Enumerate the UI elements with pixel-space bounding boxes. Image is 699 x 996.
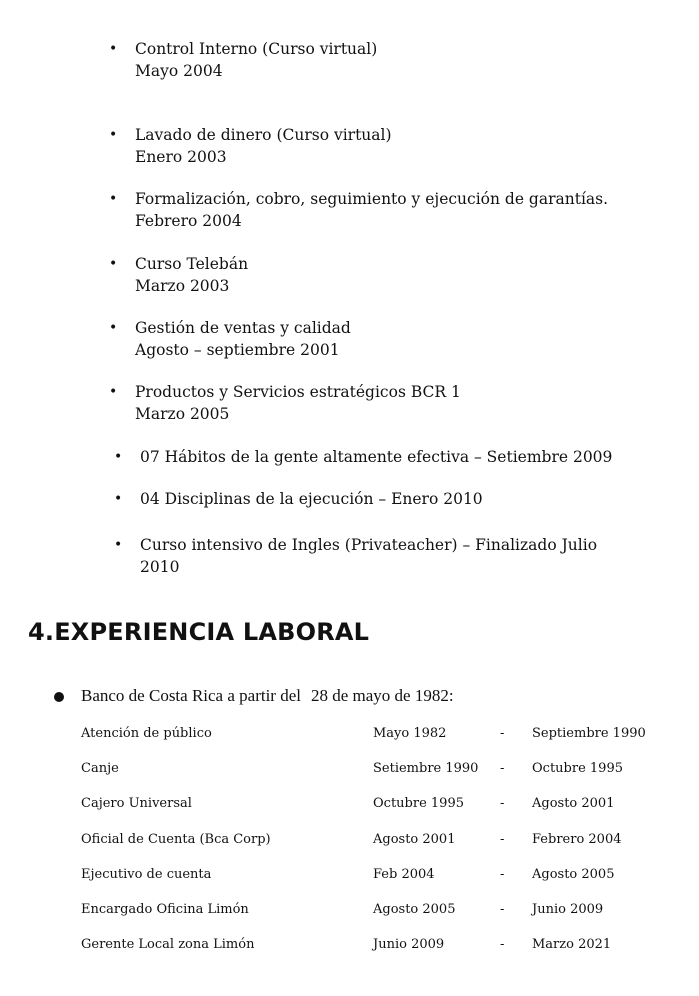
job-start: Feb 2004 xyxy=(373,867,435,882)
job-row xyxy=(0,899,699,921)
job-row xyxy=(0,829,699,851)
job-row xyxy=(0,864,699,886)
course-title: 04 Disciplinas de la ejecución – Enero 2010 xyxy=(140,490,483,508)
job-role: Canje xyxy=(81,761,119,776)
bullet-icon: • xyxy=(114,537,123,553)
job-end: Agosto 2005 xyxy=(532,867,615,882)
bullet-icon: • xyxy=(109,320,118,336)
job-role: Ejecutivo de cuenta xyxy=(81,867,212,882)
course-date: 2010 xyxy=(140,558,180,576)
course-title: Productos y Servicios estratégicos BCR 1 xyxy=(135,383,461,401)
bullet-icon: • xyxy=(114,449,123,465)
course-text xyxy=(135,253,248,297)
course-text xyxy=(135,381,461,425)
job-start: Mayo 1982 xyxy=(373,726,447,741)
job-dash: - xyxy=(500,902,505,917)
section-title: 4.EXPERIENCIA LABORAL xyxy=(28,618,370,646)
job-start: Octubre 1995 xyxy=(373,796,464,811)
job-dash: - xyxy=(500,726,505,741)
job-row xyxy=(0,723,699,745)
course-text xyxy=(135,188,608,232)
course-date: Febrero 2004 xyxy=(135,212,242,230)
bullet-icon: • xyxy=(109,256,118,272)
course-text xyxy=(135,124,392,168)
bullet-icon: • xyxy=(114,491,123,507)
job-dash: - xyxy=(500,867,505,882)
job-start: Agosto 2001 xyxy=(373,832,456,847)
course-text xyxy=(140,534,597,578)
job-role: Oficial de Cuenta (Bca Corp) xyxy=(81,832,271,847)
job-dash: - xyxy=(500,761,505,776)
job-end: Septiembre 1990 xyxy=(532,726,646,741)
job-role: Atención de público xyxy=(81,726,212,741)
course-date: Marzo 2005 xyxy=(135,405,230,423)
job-end: Marzo 2021 xyxy=(532,937,612,952)
course-text xyxy=(140,488,483,510)
job-row xyxy=(0,758,699,780)
bullet-icon: • xyxy=(109,127,118,143)
course-title: Lavado de dinero (Curso virtual) xyxy=(135,126,392,144)
job-start: Agosto 2005 xyxy=(373,902,456,917)
employer-text: Banco de Costa Rica a partir del xyxy=(81,686,301,705)
course-title: Control Interno (Curso virtual) xyxy=(135,40,378,58)
course-text xyxy=(135,38,377,82)
course-title: Curso Telebán xyxy=(135,255,249,273)
job-dash: - xyxy=(500,832,505,847)
job-dash: - xyxy=(500,937,505,952)
job-end: Febrero 2004 xyxy=(532,832,622,847)
course-date: Marzo 2003 xyxy=(135,277,230,295)
bullet-icon: • xyxy=(109,41,118,57)
job-role: Gerente Local zona Limón xyxy=(81,937,255,952)
employer-date: 28 de mayo de 1982: xyxy=(310,686,454,705)
course-text xyxy=(135,317,351,361)
course-date: Enero 2003 xyxy=(135,148,227,166)
job-row xyxy=(0,934,699,956)
job-end: Octubre 1995 xyxy=(532,761,623,776)
job-role: Cajero Universal xyxy=(81,796,192,811)
course-date: Mayo 2004 xyxy=(135,62,223,80)
job-start: Junio 2009 xyxy=(373,937,445,952)
course-title: 07 Hábitos de la gente altamente efectiva – Setiembre 2009 xyxy=(140,448,613,466)
job-end: Junio 2009 xyxy=(532,902,604,917)
job-row xyxy=(0,793,699,815)
job-role: Encargado Oficina Limón xyxy=(81,902,249,917)
job-start: Setiembre 1990 xyxy=(373,761,479,776)
job-dash: - xyxy=(500,796,505,811)
employer-line xyxy=(81,686,454,706)
job-end: Agosto 2001 xyxy=(532,796,615,811)
bullet-icon: • xyxy=(109,191,118,207)
course-text xyxy=(140,446,612,468)
course-title: Gestión de ventas y calidad xyxy=(135,319,351,337)
course-title: Curso intensivo de Ingles (Privateacher) – Finalizado Julio xyxy=(140,536,598,554)
course-title: Formalización, cobro, seguimiento y ejecución de garantías. xyxy=(135,190,609,208)
course-date: Agosto – septiembre 2001 xyxy=(135,341,340,359)
bullet-icon: • xyxy=(109,384,118,400)
bullet-dot xyxy=(54,692,64,702)
